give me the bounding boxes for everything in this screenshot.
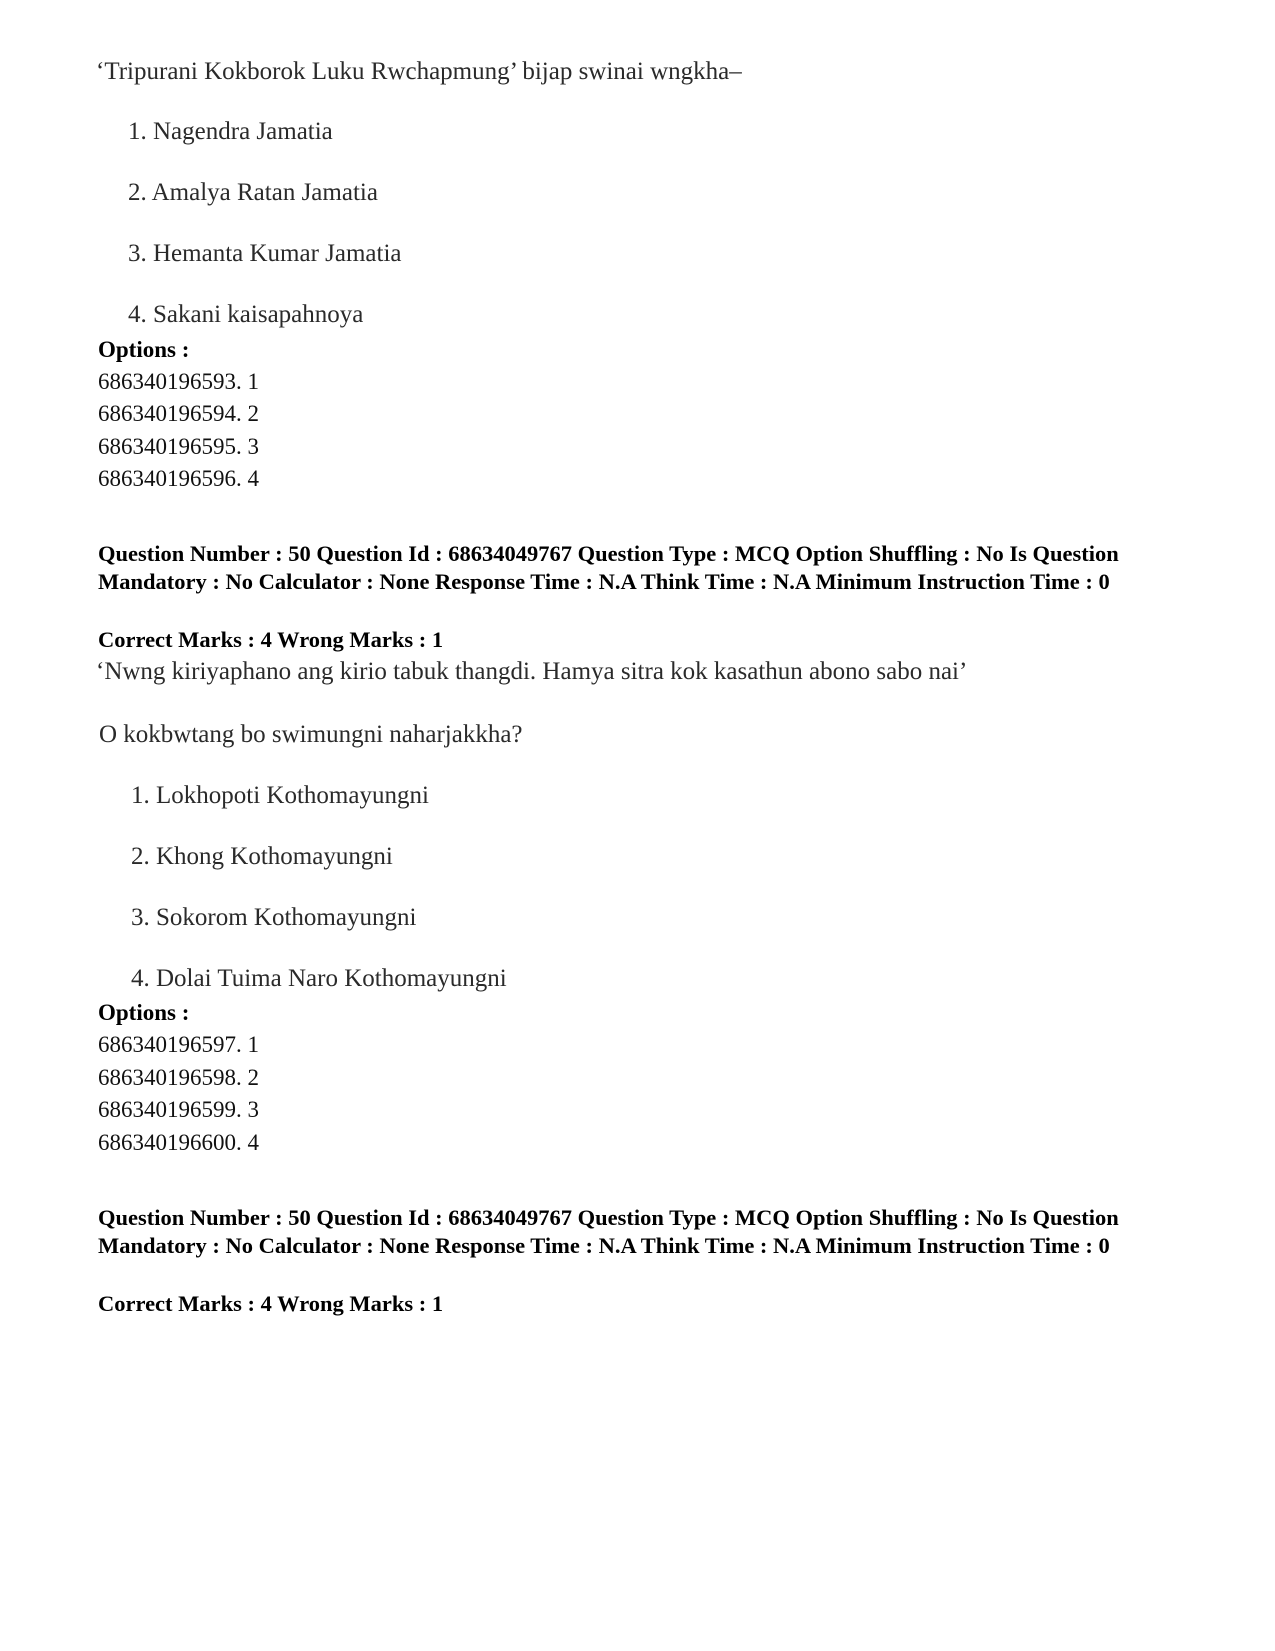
question-meta: Question Number : 50 Question Id : 68634049767 Question Type : MCQ Option Shuffling : No Is Question Mandatory : No Calculator : None Response Time : N.A Think Time : N.A Minimum Instruction Time : 0 bbox=[98, 541, 1119, 594]
answer-choice-3: 3. Sokorom Kothomayungni bbox=[131, 904, 417, 931]
answer-choice-4: 4. Sakani kaisapahnoya bbox=[128, 301, 364, 328]
answer-choice-2: 2. Amalya Ratan Jamatia bbox=[128, 179, 378, 206]
options-heading: Options : bbox=[98, 1000, 190, 1025]
answer-choice-1: 1. Lokhopoti Kothomayungni bbox=[131, 782, 429, 809]
option-line: 686340196599. 3 bbox=[98, 1097, 259, 1122]
option-line: 686340196600. 4 bbox=[98, 1130, 259, 1155]
answer-choice-4: 4. Dolai Tuima Naro Kothomayungni bbox=[131, 965, 507, 992]
answer-choice-3: 3. Hemanta Kumar Jamatia bbox=[128, 240, 402, 267]
option-line: 686340196594. 2 bbox=[98, 401, 259, 426]
option-line: 686340196595. 3 bbox=[98, 434, 259, 459]
question-marks: Correct Marks : 4 Wrong Marks : 1 bbox=[98, 1291, 444, 1316]
question-marks: Correct Marks : 4 Wrong Marks : 1 bbox=[98, 627, 444, 652]
answer-choice-1: 1. Nagendra Jamatia bbox=[128, 118, 333, 145]
option-line: 686340196593. 1 bbox=[98, 369, 259, 394]
option-line: 686340196597. 1 bbox=[98, 1032, 259, 1057]
question-prompt: ‘Tripurani Kokborok Luku Rwchapmung’ bijap swinai wngkha– bbox=[96, 58, 742, 85]
option-line: 686340196598. 2 bbox=[98, 1065, 259, 1090]
answer-choice-2: 2. Khong Kothomayungni bbox=[131, 843, 393, 870]
question-meta: Question Number : 50 Question Id : 68634049767 Question Type : MCQ Option Shuffling : No Is Question Mandatory : No Calculator : None Response Time : N.A Think Time : N.A Minimum Instruction Time : 0 bbox=[98, 1205, 1119, 1258]
question-prompt-quote: ‘Nwng kiriyaphano ang kirio tabuk thangdi. Hamya sitra kok kasathun abono sabo nai’ bbox=[96, 658, 968, 685]
options-heading: Options : bbox=[98, 337, 190, 362]
option-line: 686340196596. 4 bbox=[98, 466, 259, 491]
question-prompt: O kokbwtang bo swimungni naharjakkha? bbox=[99, 721, 523, 748]
